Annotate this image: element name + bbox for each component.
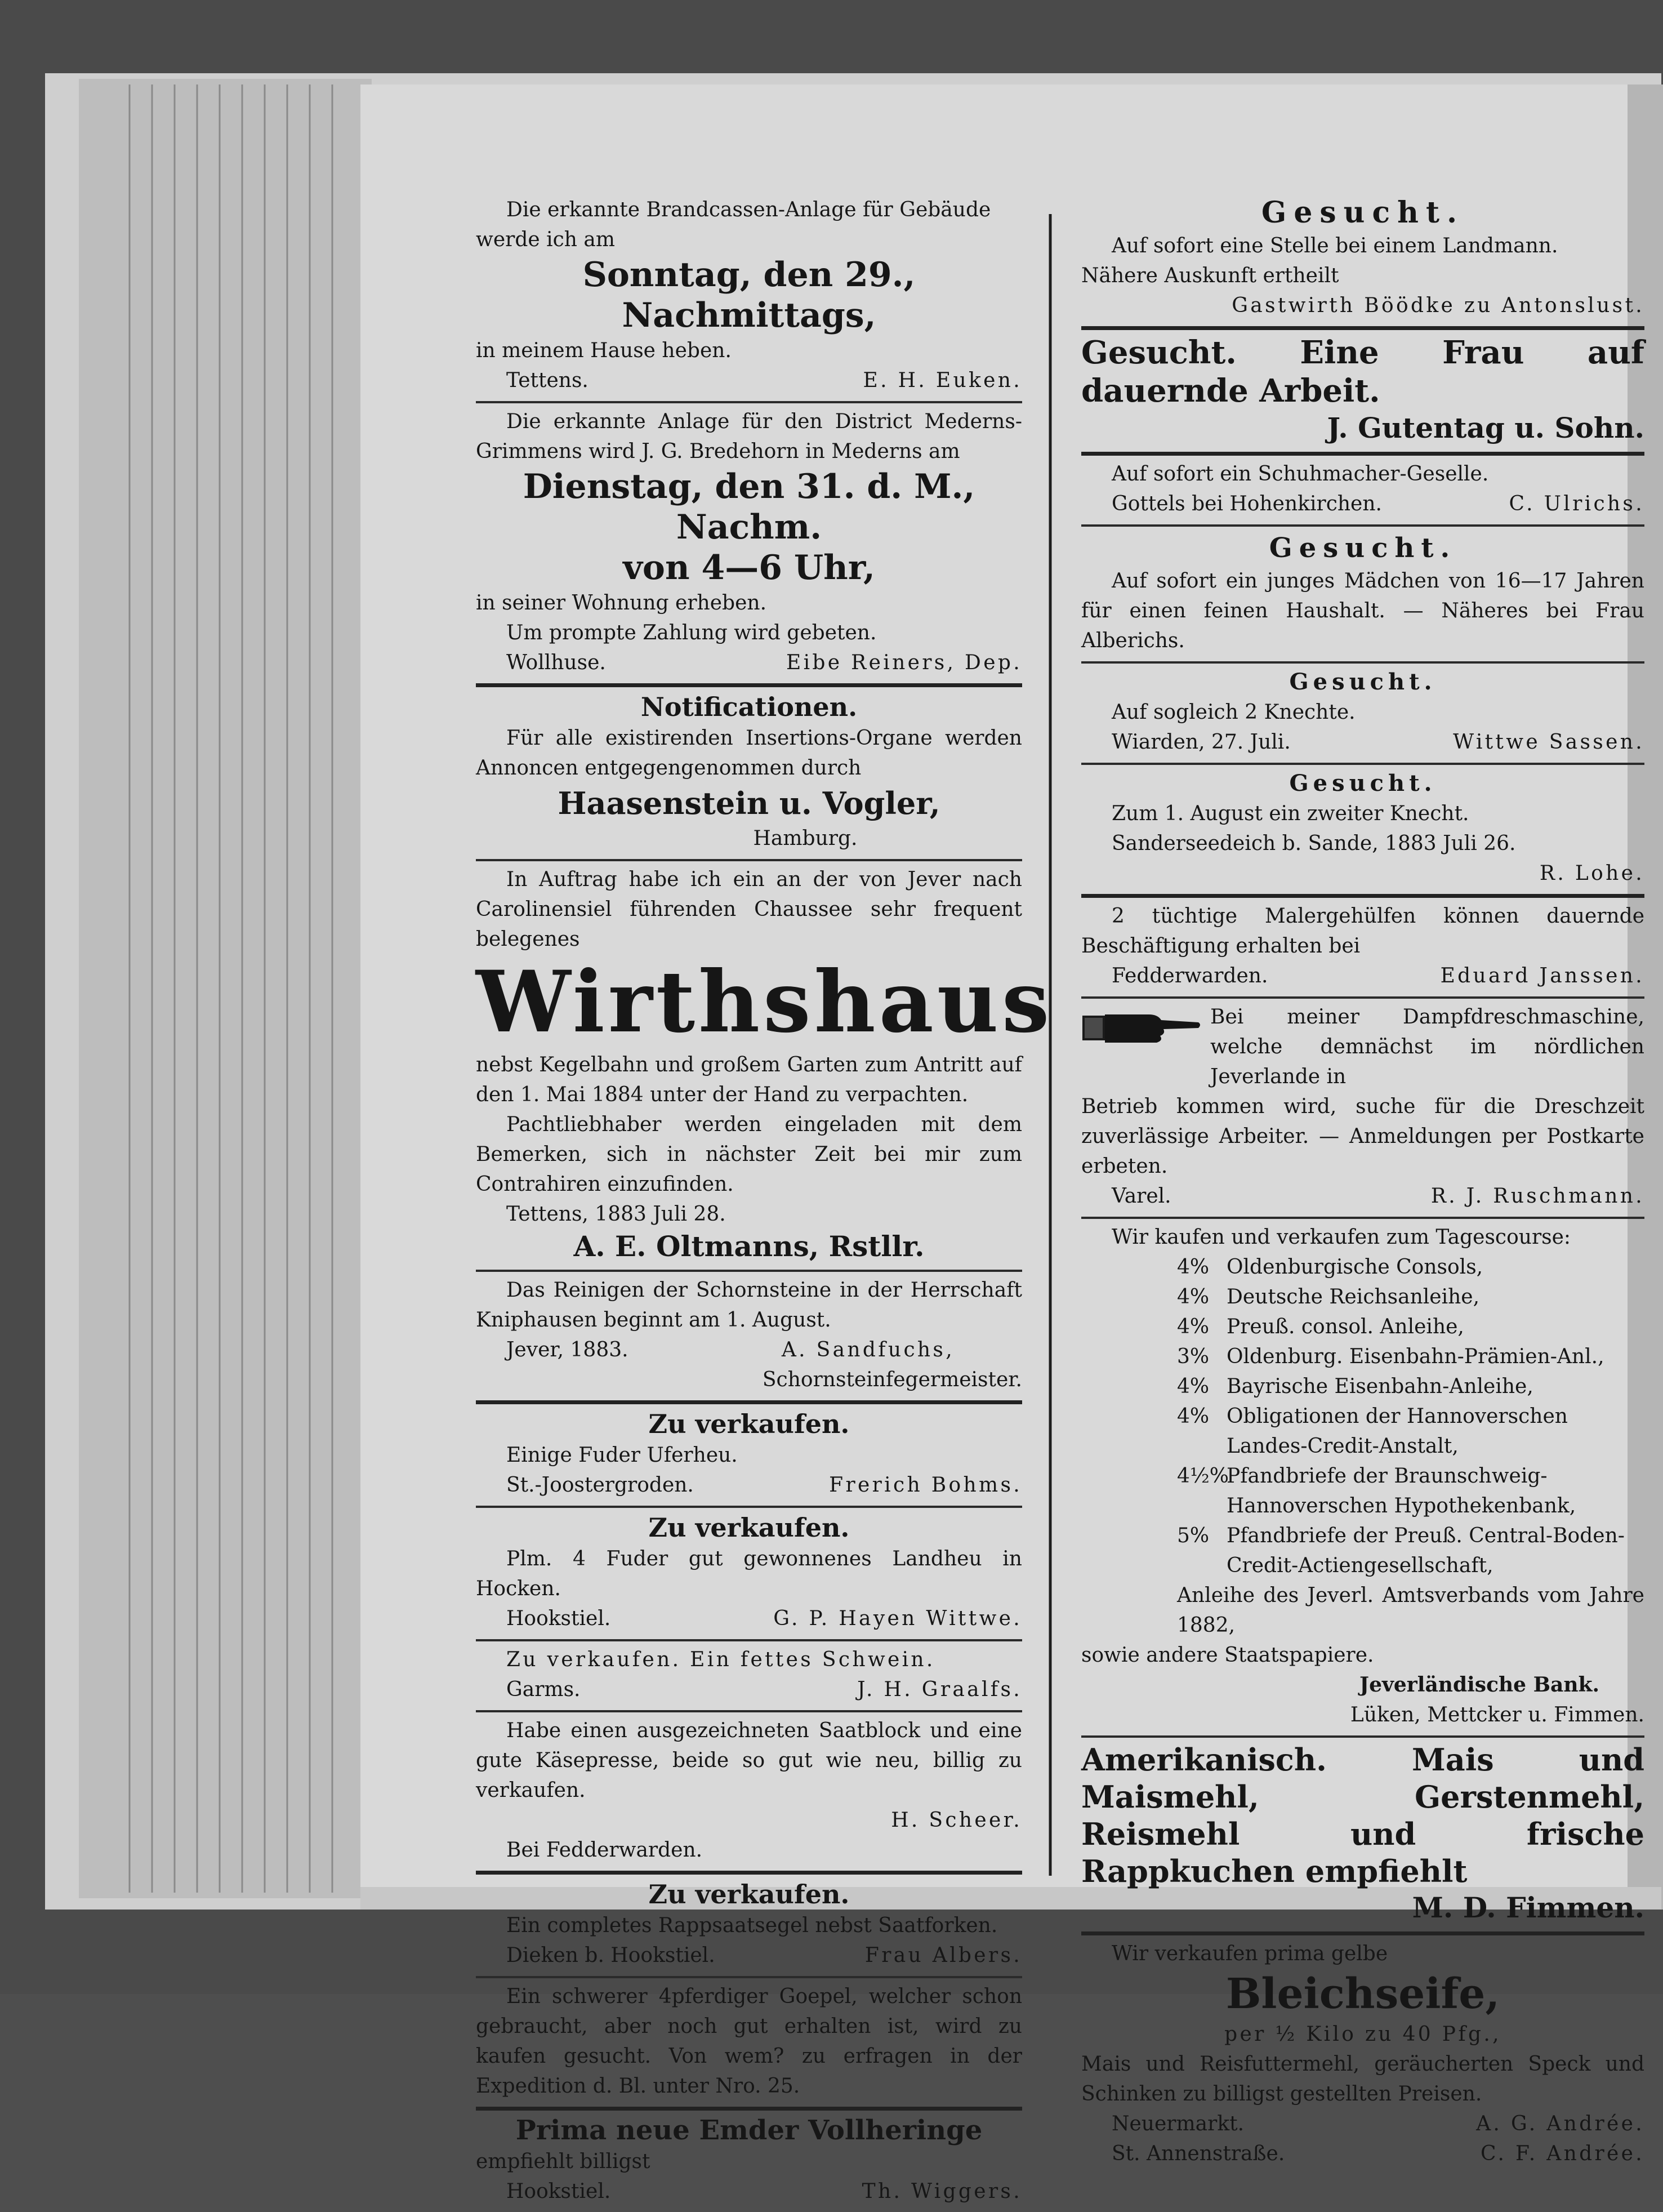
ad-text: in seiner Wohnung erheben.	[476, 591, 767, 615]
signature-row	[1081, 961, 1644, 991]
signature: R. Lohe.	[1539, 862, 1644, 885]
ad-gesucht-maedchen	[1081, 527, 1644, 664]
bond-rate: 4%	[1177, 1256, 1210, 1279]
bond-name: Oldenburg. Eisenbahn-Prämien-Anl.,	[1227, 1345, 1604, 1368]
ad-headline: Gesucht. Eine Frau auf dauernde Arbeit.	[1081, 334, 1644, 410]
signature-row	[1081, 1181, 1644, 1211]
ad-dateline: Sanderseedeich b. Sande, 1883 Juli 26.	[1112, 832, 1516, 855]
signature: E. H. Euken.	[863, 369, 1022, 392]
ad-text: Auf sofort ein junges Mädchen von 16—17 Jahren für einen feinen Haushalt. — Näheres bei Frau Alberichs.	[1081, 569, 1644, 652]
signature-title: Schornsteinfegermeister.	[762, 1368, 1022, 1391]
bond-item	[1177, 1252, 1644, 1282]
ad-text: In Auftrag habe ich ein an der von Jever nach Carolinensiel führenden Chaussee sehr frequent belegenes	[476, 868, 1022, 951]
ad-text: Die erkannte Anlage für den District Mederns-Grimmens wird J. G. Bredehorn in Mederns am	[476, 410, 1022, 463]
ad-text: werde ich am	[476, 228, 616, 251]
ad-zu-verkaufen-schwein	[476, 1641, 1022, 1712]
ad-firm: Haasenstein u. Vogler,	[558, 785, 940, 821]
ad-mais	[1081, 1738, 1644, 1935]
ad-zu-verkaufen-rappsaatsegel	[476, 1875, 1022, 1978]
signature-row	[476, 2177, 1022, 2206]
ad-text: Wir verkaufen prima gelbe	[1112, 1942, 1388, 1965]
signature: J. H. Graalfs.	[857, 1678, 1022, 1701]
ad-text: Nähere Auskunft ertheilt	[1081, 264, 1339, 287]
signature: Eduard Janssen.	[1440, 964, 1644, 987]
bond-rate: 4½%	[1177, 1465, 1229, 1488]
ad-saatblock	[476, 1712, 1022, 1875]
place: Dieken b. Hookstiel.	[506, 1944, 715, 1967]
place: Wollhuse.	[506, 651, 606, 674]
ad-text: Ein completes Rappsaatsegel nebst Saatforken.	[506, 1914, 998, 1937]
ad-notificationen	[476, 687, 1022, 861]
ad-zu-verkaufen-landheu	[476, 1508, 1022, 1641]
ad-text: Auf sofort eine Stelle bei einem Landmann.	[1112, 234, 1558, 257]
ad-text: Bei meiner Dampfdreschmaschine, welche demnächst im nördlichen Jeverlande in	[1210, 1005, 1644, 1088]
bond-item	[1177, 1521, 1644, 1581]
ad-zu-verkaufen-uferheu	[476, 1404, 1022, 1508]
ad-headline: Gesucht.	[1261, 195, 1465, 230]
bond-item	[1177, 1401, 1644, 1461]
signature-row	[476, 1604, 1022, 1634]
ad-text: Habe einen ausgezeichneten Saatblock und eine gute Käsepresse, beide so gut wie neu, billig zu verkaufen.	[476, 1719, 1022, 1802]
bond-name: Deutsche Reichsanleihe,	[1227, 1285, 1480, 1308]
ad-text: empfiehlt billigst	[476, 2150, 650, 2173]
bond-list	[1081, 1252, 1644, 1581]
ad-text: Zu verkaufen. Ein fettes Schwein.	[506, 1648, 935, 1671]
bond-item	[1177, 1461, 1644, 1521]
signature: M. D. Fimmen.	[1412, 1891, 1644, 1924]
bond-rate: 3%	[1177, 1345, 1210, 1368]
ad-text: Einige Fuder Uferheu.	[506, 1444, 738, 1467]
signature: J. Gutentag u. Sohn.	[1327, 411, 1644, 444]
ad-text: Ein schwerer 4pferdiger Goepel, welcher schon gebraucht, aber noch gut erhalten ist, wird zu kaufen gesucht. Von wem? zu erfragen in der Expedition d. Bl. unter Nro. 25.	[476, 1985, 1022, 2098]
ad-malergehuelfen	[1081, 898, 1644, 999]
signature: C. F. Andrée.	[1480, 2142, 1644, 2165]
ad-text: Plm. 4 Fuder gut gewonnenes Landheu in Hocken.	[476, 1547, 1022, 1600]
ad-headline: Zu verkaufen.	[648, 1512, 850, 1543]
ad-headline: Dienstag, den 31. d. M., Nachm.	[523, 467, 975, 547]
place: St. Annenstraße.	[1112, 2142, 1285, 2165]
place: Jever, 1883.	[506, 1338, 628, 1361]
bond-name: Bayrische Eisenbahn-Anleihe,	[1227, 1375, 1533, 1398]
ad-text: Anleihe des Jeverl. Amtsverbands vom Jahre 1882,	[1177, 1584, 1644, 1637]
signature-row	[476, 1675, 1022, 1704]
ad-wirthshaus	[476, 861, 1053, 1272]
bond-item	[1177, 1342, 1644, 1372]
ad-gesucht-frau	[1081, 330, 1644, 456]
ad-headline: Amerikanisch. Mais und Maismehl, Gerstenmehl, Reismehl und frische Rappkuchen empfiehlt	[1081, 1742, 1644, 1889]
right-column	[1081, 192, 1644, 2174]
ad-schornsteine	[476, 1272, 1022, 1404]
ad-gesucht-knechte	[1081, 664, 1644, 765]
left-column	[476, 192, 1053, 2212]
signature-row	[476, 1335, 1022, 1365]
ad-headline-wirthshaus: Wirthshaus	[476, 953, 1053, 1052]
ad-text: Wir kaufen und verkaufen zum Tagescourse:	[1112, 1226, 1571, 1249]
ad-dateline: Tettens, 1883 Juli 28.	[506, 1203, 726, 1226]
ad-text: Pachtliebhaber werden eingeladen mit dem Bemerken, sich in nächster Zeit bei mir zum Contrahiren einzufinden.	[476, 1113, 1022, 1196]
bond-name: Pfandbriefe der Preuß. Central-Boden-Credit-Actiengesellschaft,	[1227, 1524, 1625, 1577]
place: St.-Joostergroden.	[506, 1474, 694, 1497]
ad-brandcassen-tettens	[476, 192, 1022, 403]
bond-rate: 4%	[1177, 1375, 1210, 1398]
place: Tettens.	[506, 369, 588, 392]
signature-row	[476, 1470, 1022, 1500]
bond-rate: 5%	[1177, 1524, 1210, 1547]
bond-name: Pfandbriefe der Braunschweig-Hannoverschen Hypothekenbank,	[1227, 1465, 1576, 1517]
bond-item	[1177, 1372, 1644, 1401]
ad-dampfdreschmaschine	[1081, 999, 1644, 1219]
ad-headline: Zu verkaufen.	[648, 1409, 850, 1439]
ad-text: nebst Kegelbahn und großem Garten zum Antritt auf den 1. Mai 1884 unter der Hand zu verpachten.	[476, 1053, 1022, 1106]
ad-vollheringe	[476, 2111, 1022, 2212]
ad-headline: Gesucht.	[1269, 532, 1457, 564]
ad-gesucht-knecht	[1081, 765, 1644, 898]
ad-brandcassen-mederns	[476, 403, 1022, 687]
ad-headline: Prima neue Emder Vollheringe	[515, 2115, 983, 2146]
signature-row	[476, 366, 1022, 395]
ad-headline: Bleichseife,	[1225, 1970, 1500, 2018]
bond-name: Obligationen der Hannoverschen Landes-Credit-Anstalt,	[1227, 1405, 1568, 1458]
place: Fedderwarden.	[1112, 964, 1268, 987]
bond-name: Preuß. consol. Anleihe,	[1227, 1315, 1464, 1338]
signature: Wittwe Sassen.	[1453, 731, 1644, 754]
signature: A. Sandfuchs,	[781, 1338, 955, 1361]
bond-rate: 4%	[1177, 1285, 1210, 1308]
signature-row	[476, 648, 1022, 678]
hand-row	[1081, 1002, 1644, 1092]
ad-text: Zum 1. August ein zweiter Knecht.	[1112, 802, 1469, 825]
ad-gesucht-landmann	[1081, 192, 1644, 330]
ad-text: 2 tüchtige Malergehülfen können dauernde Beschäftigung erhalten bei	[1081, 905, 1644, 958]
place: Wiarden, 27. Juli.	[1112, 731, 1291, 754]
signature: Frau Albers.	[864, 1944, 1022, 1967]
ad-text: Mais und Reisfuttermehl, geräucherten Speck und Schinken zu billigst gestellten Preisen.	[1081, 2053, 1644, 2106]
place: Hookstiel.	[506, 2180, 611, 2203]
ad-bleichseife	[1081, 1935, 1644, 2174]
signature: Eibe Reiners, Dep.	[786, 651, 1022, 674]
ad-headline: Gesucht.	[1289, 770, 1437, 796]
ad-goepel	[476, 1978, 1022, 2111]
place: Hookstiel.	[506, 1607, 611, 1630]
signature: Gastwirth Böödke zu Antonslust.	[1232, 294, 1644, 317]
ad-city: Hamburg.	[753, 827, 858, 850]
place: Neuermarkt.	[1112, 2112, 1245, 2135]
signature: R. J. Ruschmann.	[1430, 1185, 1644, 1208]
signature: H. Scheer.	[891, 1809, 1022, 1832]
newspaper-page	[360, 84, 1661, 2203]
signature-row	[476, 1940, 1022, 1970]
signature: G. P. Hayen Wittwe.	[773, 1607, 1022, 1630]
ad-text: Betrieb kommen wird, suche für die Dreschzeit zuverlässige Arbeiter. — Anmeldungen per Postkarte erbeten.	[1081, 1095, 1644, 1178]
signature-row	[1081, 489, 1644, 519]
ad-text: Um prompte Zahlung wird gebeten.	[506, 621, 877, 644]
ad-headline: Zu verkaufen.	[648, 1879, 850, 1910]
bank-name: Jeverländische Bank.	[1359, 1673, 1599, 1697]
ad-text: sowie andere Staatspapiere.	[1081, 1644, 1374, 1667]
ad-jeverlaendische-bank	[1081, 1219, 1644, 1738]
ad-price: per ½ Kilo zu 40 Pfg.,	[1224, 2023, 1501, 2046]
ad-headline: Notificationen.	[640, 692, 858, 722]
ad-text: Das Reinigen der Schornsteine in der Herrschaft Kniphausen beginnt am 1. August.	[476, 1279, 1022, 1332]
ad-text: Die erkannte Brandcassen-Anlage für Gebäude	[506, 198, 991, 221]
bond-item	[1177, 1282, 1644, 1312]
bond-rate: 4%	[1177, 1315, 1210, 1338]
bond-item	[1177, 1312, 1644, 1342]
ad-headline: Sonntag, den 29., Nachmittags,	[582, 255, 916, 335]
place: Garms.	[506, 1678, 581, 1701]
signature: A. E. Oltmanns, Rstllr.	[573, 1230, 925, 1263]
ad-text: Auf sofort ein Schuhmacher-Geselle.	[1112, 462, 1489, 486]
signature-row	[1081, 2139, 1644, 2169]
pointing-hand-icon	[1081, 1005, 1202, 1049]
ad-headline: Gesucht.	[1289, 669, 1437, 695]
signature-row	[1081, 2109, 1644, 2139]
signature: Lüken, Mettcker u. Fimmen.	[1350, 1703, 1644, 1726]
ad-headline: von 4—6 Uhr,	[623, 548, 875, 588]
bond-rate: 4%	[1177, 1405, 1210, 1428]
ad-text: Auf sogleich 2 Knechte.	[1112, 701, 1356, 724]
signature: Frerich Bohms.	[829, 1474, 1022, 1497]
bond-name: Oldenburgische Consols,	[1227, 1256, 1483, 1279]
ad-text: in meinem Hause heben.	[476, 339, 732, 362]
signature: C. Ulrichs.	[1509, 492, 1644, 515]
place: Bei Fedderwarden.	[506, 1839, 703, 1862]
place: Varel.	[1112, 1185, 1171, 1208]
signature-row	[1081, 727, 1644, 757]
ad-schuhmacher	[1081, 456, 1644, 527]
signature: Th. Wiggers.	[862, 2180, 1022, 2203]
ad-text: Für alle existirenden Insertions-Organe werden Annoncen entgegengenommen durch	[476, 727, 1022, 780]
place: Gottels bei Hohenkirchen.	[1112, 492, 1382, 515]
signature: A. G. Andrée.	[1476, 2112, 1644, 2135]
